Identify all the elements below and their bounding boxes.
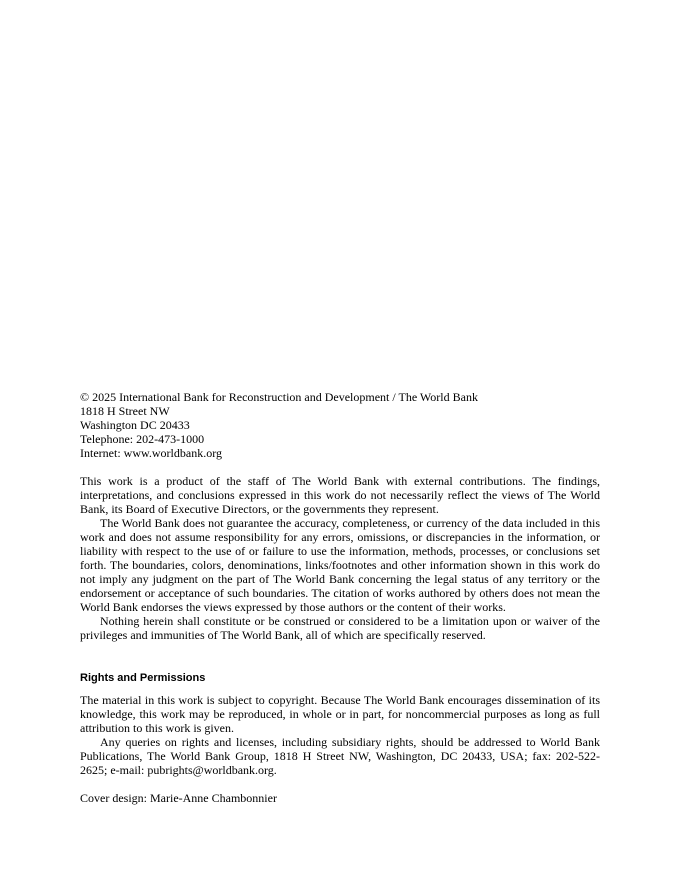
street-address: 1818 H Street NW xyxy=(80,404,170,418)
rights-paragraph: Any queries on rights and licenses, including subsidiary rights, should be addressed to World Bank Publications, The World Bank Group, 1818 H Street NW, Washington, DC 20433, USA; fax: 202-522-2625; e-mail: pubrights@worldbank.org. xyxy=(80,735,600,777)
spacer xyxy=(80,460,600,474)
copyright-address-block xyxy=(80,390,600,460)
rights-paragraph: The material in this work is subject to copyright. Because The World Bank encourages dissemination of its knowledge, this work may be reproduced, in whole or in part, for noncommercial purposes as long as full attribution to this work is given. xyxy=(80,693,600,735)
disclaimer-paragraph: This work is a product of the staff of The World Bank with external contributions. The findings, interpretations, and conclusions expressed in this work do not necessarily reflect the views of The World Bank, its Board of Executive Directors, or the governments they represent. xyxy=(80,474,600,516)
spacer xyxy=(80,642,600,671)
disclaimer-paragraph: Nothing herein shall constitute or be construed or considered to be a limitation upon or waiver of the privileges and immunities of The World Bank, all of which are specifically reserved. xyxy=(80,614,600,642)
copyright-line: © 2025 International Bank for Reconstruction and Development / The World Bank xyxy=(80,390,478,404)
spacer xyxy=(80,777,600,791)
copyright-page xyxy=(80,390,600,805)
city-zip: Washington DC 20433 xyxy=(80,418,190,432)
disclaimer-block xyxy=(80,474,600,642)
spacer xyxy=(80,685,600,693)
cover-credit: Cover design: Marie-Anne Chambonnier xyxy=(80,791,277,805)
rights-block xyxy=(80,693,600,777)
rights-heading: Rights and Permissions xyxy=(80,672,206,684)
internet-address: Internet: www.worldbank.org xyxy=(80,446,222,460)
disclaimer-paragraph: The World Bank does not guarantee the accuracy, completeness, or currency of the data included in this work and does not assume responsibility for any errors, omissions, or discrepancies in the information, or liability with respect to the use of or failure to use the information, methods, processes, or conclusions set forth. The boundaries, colors, denominations, links/footnotes and other information shown in this work do not imply any judgment on the part of The World Bank concerning the legal status of any territory or the endorsement or acceptance of such boundaries. The citation of works authored by others does not mean the World Bank endorses the views expressed by those authors or the content of their works. xyxy=(80,516,600,614)
telephone: Telephone: 202-473-1000 xyxy=(80,432,205,446)
